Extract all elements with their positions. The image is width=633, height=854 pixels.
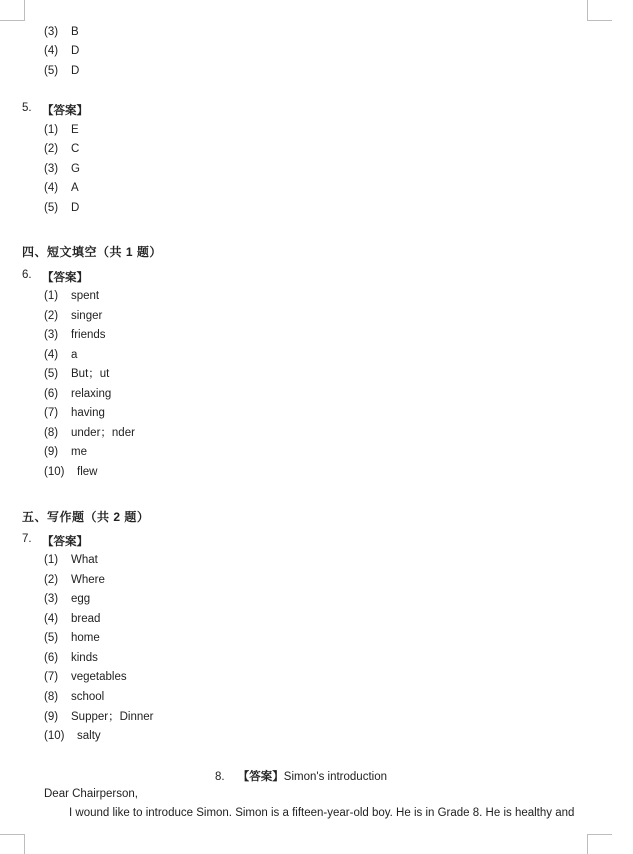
corner-mark-bottom-left bbox=[0, 834, 25, 854]
section-heading: 四、短文填空（共 1 题） bbox=[22, 245, 162, 259]
answer-label: 【答案】 bbox=[42, 272, 88, 284]
corner-mark-top-right bbox=[587, 0, 612, 21]
answer-label: 【答案】 bbox=[42, 536, 88, 548]
essay-title-line bbox=[215, 768, 387, 784]
corner-mark-top-left bbox=[0, 0, 25, 21]
question-number: 5. bbox=[22, 102, 32, 114]
question-number: 6. bbox=[22, 269, 32, 281]
corner-mark-bottom-right bbox=[587, 834, 612, 854]
answer-label: 【答案】 bbox=[42, 105, 88, 117]
question-number: 8. bbox=[215, 771, 225, 783]
question-number: 7. bbox=[22, 533, 32, 545]
section-heading: 五、写作题（共 2 题） bbox=[22, 510, 150, 524]
essay-paragraph: I wound like to introduce Simon. Simon is a fifteen-year-old boy. He is in Grade 8. He is healthy and bbox=[69, 807, 575, 819]
answer-label: 【答案】 bbox=[237, 771, 284, 783]
essay-greeting: Dear Chairperson, bbox=[44, 788, 138, 800]
essay-title: Simon's introduction bbox=[283, 771, 387, 783]
